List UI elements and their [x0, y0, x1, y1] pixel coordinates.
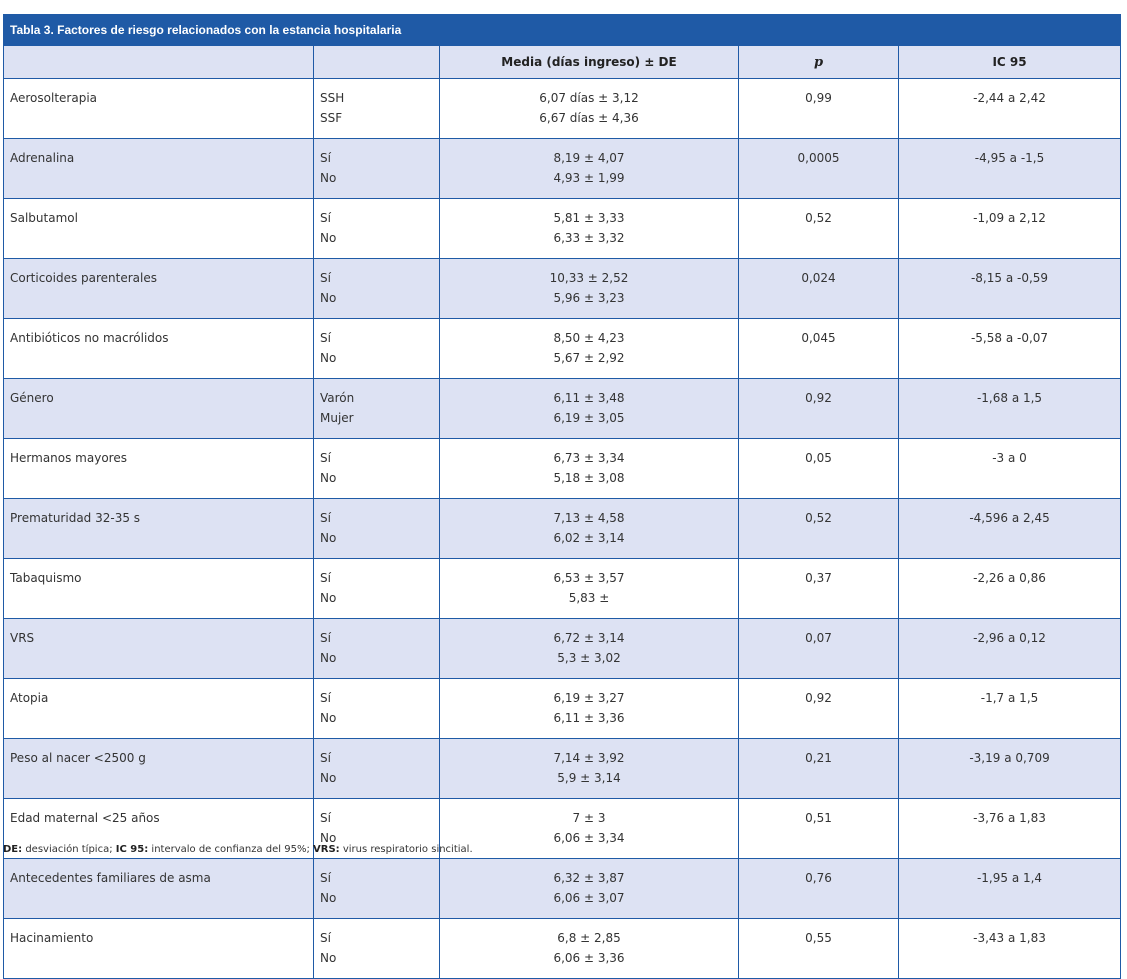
cell-ic95	[899, 319, 1121, 379]
p-value: 0,52	[805, 211, 832, 225]
header-p: p	[739, 46, 899, 79]
table-row	[4, 79, 1121, 139]
group-label-1: Sí	[320, 811, 331, 825]
cell-p	[739, 259, 899, 319]
cell-mean	[440, 319, 739, 379]
cell-group	[314, 139, 440, 199]
mean-value-1: 6,07 días ± 3,12	[539, 91, 639, 105]
mean-value-2: 5,67 ± 2,92	[553, 351, 625, 365]
cell-mean	[440, 619, 739, 679]
cell-ic95	[899, 259, 1121, 319]
ic95-value: -4,95 a -1,5	[974, 151, 1045, 165]
table-row	[4, 859, 1121, 919]
mean-value-1: 10,33 ± 2,52	[549, 271, 629, 285]
mean-value-1: 7 ± 3	[572, 811, 606, 825]
cell-mean	[440, 919, 739, 979]
factor-label: Aerosolterapia	[10, 91, 97, 105]
cell-mean	[440, 139, 739, 199]
cell-p	[739, 619, 899, 679]
cell-factor	[4, 319, 314, 379]
cell-p	[739, 319, 899, 379]
mean-value-2: 6,06 ± 3,07	[553, 891, 625, 905]
p-value: 0,55	[805, 931, 832, 945]
table-row	[4, 319, 1121, 379]
cell-factor	[4, 619, 314, 679]
cell-mean	[440, 679, 739, 739]
mean-value-2: 6,67 días ± 4,36	[539, 111, 639, 125]
group-label-1: Sí	[320, 211, 331, 225]
cell-group	[314, 559, 440, 619]
mean-value-1: 8,50 ± 4,23	[553, 331, 625, 345]
cell-mean	[440, 199, 739, 259]
factor-label: Edad maternal <25 años	[10, 811, 160, 825]
cell-ic95	[899, 859, 1121, 919]
mean-value-2: 5,18 ± 3,08	[553, 471, 625, 485]
footnote-vrs-text: virus respiratorio sincitial.	[339, 844, 473, 855]
p-value: 0,76	[805, 871, 832, 885]
group-label-2: No	[320, 891, 337, 905]
table-row	[4, 919, 1121, 979]
factor-label: Hermanos mayores	[10, 451, 127, 465]
mean-value-2: 5,83 ±	[568, 591, 610, 605]
ic95-value: -1,7 a 1,5	[980, 691, 1039, 705]
cell-group	[314, 259, 440, 319]
cell-ic95	[899, 679, 1121, 739]
table-row	[4, 259, 1121, 319]
p-value: 0,05	[805, 451, 832, 465]
ic95-value: -2,96 a 0,12	[973, 631, 1046, 645]
ic95-value: -1,68 a 1,5	[976, 391, 1043, 405]
footnote-vrs-abbr: VRS:	[313, 844, 340, 855]
cell-p	[739, 679, 899, 739]
group-label-2: No	[320, 231, 337, 245]
cell-factor	[4, 559, 314, 619]
cell-group	[314, 199, 440, 259]
table-row	[4, 499, 1121, 559]
mean-value-2: 6,06 ± 3,36	[553, 951, 625, 965]
group-label-1: Sí	[320, 691, 331, 705]
cell-ic95	[899, 619, 1121, 679]
cell-factor	[4, 679, 314, 739]
group-label-2: SSF	[320, 111, 343, 125]
p-value: 0,07	[805, 631, 832, 645]
cell-factor	[4, 139, 314, 199]
cell-group	[314, 919, 440, 979]
cell-p	[739, 559, 899, 619]
group-label-1: Sí	[320, 931, 331, 945]
cell-mean	[440, 499, 739, 559]
table-row	[4, 139, 1121, 199]
footnote-ic-abbr: IC 95:	[115, 844, 149, 855]
mean-value-2: 6,19 ± 3,05	[553, 411, 625, 425]
group-label-1: Sí	[320, 871, 331, 885]
risk-factors-table-container	[3, 14, 1120, 979]
cell-group	[314, 619, 440, 679]
ic95-value: -3,43 a 1,83	[973, 931, 1046, 945]
group-label-2: No	[320, 591, 337, 605]
mean-value-1: 6,32 ± 3,87	[553, 871, 625, 885]
cell-mean	[440, 439, 739, 499]
cell-p	[739, 439, 899, 499]
group-label-2: No	[320, 471, 337, 485]
cell-group	[314, 679, 440, 739]
table-row	[4, 619, 1121, 679]
ic95-value: -4,596 a 2,45	[969, 511, 1050, 525]
mean-value-2: 5,9 ± 3,14	[557, 771, 621, 785]
ic95-value: -2,44 a 2,42	[973, 91, 1046, 105]
cell-p	[739, 199, 899, 259]
factor-label: Género	[10, 391, 54, 405]
cell-factor	[4, 199, 314, 259]
cell-p	[739, 79, 899, 139]
cell-p	[739, 139, 899, 199]
p-value: 0,21	[805, 751, 832, 765]
cell-p	[739, 859, 899, 919]
table-footnote	[3, 844, 473, 855]
cell-ic95	[899, 139, 1121, 199]
p-value: 0,51	[805, 811, 832, 825]
cell-p	[739, 379, 899, 439]
cell-ic95	[899, 799, 1121, 859]
mean-value-1: 8,19 ± 4,07	[553, 151, 625, 165]
group-label-1: Sí	[320, 571, 331, 585]
group-label-2: No	[320, 351, 337, 365]
ic95-value: -3,76 a 1,83	[973, 811, 1046, 825]
mean-value-1: 6,72 ± 3,14	[553, 631, 625, 645]
cell-factor	[4, 499, 314, 559]
p-value: 0,0005	[797, 151, 840, 165]
cell-ic95	[899, 919, 1121, 979]
mean-value-2: 6,02 ± 3,14	[553, 531, 625, 545]
cell-mean	[440, 259, 739, 319]
table-title: Tabla 3. Factores de riesgo relacionados con la estancia hospitalaria	[4, 15, 1121, 46]
cell-factor	[4, 259, 314, 319]
mean-value-1: 7,14 ± 3,92	[553, 751, 625, 765]
header-factor	[4, 46, 314, 79]
footnote-de-abbr: DE:	[3, 844, 23, 855]
factor-label: Corticoides parenterales	[10, 271, 158, 285]
factor-label: Tabaquismo	[10, 571, 82, 585]
group-label-1: Varón	[320, 391, 355, 405]
ic95-value: -3,19 a 0,709	[969, 751, 1050, 765]
cell-ic95	[899, 79, 1121, 139]
cell-group	[314, 319, 440, 379]
group-label-2: No	[320, 171, 337, 185]
group-label-2: No	[320, 831, 337, 845]
group-label-1: Sí	[320, 271, 331, 285]
group-label-2: No	[320, 771, 337, 785]
mean-value-2: 6,33 ± 3,32	[553, 231, 625, 245]
group-label-2: Mujer	[320, 411, 354, 425]
mean-value-1: 6,11 ± 3,48	[553, 391, 625, 405]
cell-mean	[440, 799, 739, 859]
mean-value-2: 5,96 ± 3,23	[553, 291, 625, 305]
cell-group	[314, 739, 440, 799]
cell-factor	[4, 439, 314, 499]
cell-mean	[440, 559, 739, 619]
factor-label: VRS	[10, 631, 35, 645]
factor-label: Antibióticos no macrólidos	[10, 331, 169, 345]
cell-factor	[4, 379, 314, 439]
mean-value-2: 6,11 ± 3,36	[553, 711, 625, 725]
factor-label: Hacinamiento	[10, 931, 94, 945]
cell-group	[314, 79, 440, 139]
factor-label: Peso al nacer <2500 g	[10, 751, 146, 765]
risk-factors-table	[3, 14, 1121, 979]
cell-factor	[4, 739, 314, 799]
cell-mean	[440, 79, 739, 139]
mean-value-1: 6,53 ± 3,57	[553, 571, 625, 585]
cell-p	[739, 499, 899, 559]
p-value: 0,99	[805, 91, 832, 105]
cell-mean	[440, 859, 739, 919]
p-value: 0,37	[805, 571, 832, 585]
cell-p	[739, 919, 899, 979]
group-label-1: Sí	[320, 511, 331, 525]
cell-group	[314, 499, 440, 559]
p-value: 0,92	[805, 391, 832, 405]
group-label-2: No	[320, 291, 337, 305]
ic95-value: -8,15 a -0,59	[970, 271, 1049, 285]
header-ic95: IC 95	[899, 46, 1121, 79]
mean-value-1: 6,19 ± 3,27	[553, 691, 625, 705]
mean-value-2: 5,3 ± 3,02	[557, 651, 621, 665]
group-label-2: No	[320, 651, 337, 665]
table-row	[4, 439, 1121, 499]
cell-group	[314, 859, 440, 919]
group-label-2: No	[320, 951, 337, 965]
group-label-1: Sí	[320, 751, 331, 765]
cell-mean	[440, 739, 739, 799]
cell-factor	[4, 79, 314, 139]
factor-label: Prematuridad 32-35 s	[10, 511, 141, 525]
cell-p	[739, 799, 899, 859]
mean-value-1: 5,81 ± 3,33	[553, 211, 625, 225]
cell-factor	[4, 859, 314, 919]
header-mean: Media (días ingreso) ± DE	[440, 46, 739, 79]
group-label-2: No	[320, 531, 337, 545]
table-row	[4, 379, 1121, 439]
cell-ic95	[899, 439, 1121, 499]
table-row	[4, 199, 1121, 259]
cell-ic95	[899, 199, 1121, 259]
p-value: 0,52	[805, 511, 832, 525]
factor-label: Atopia	[10, 691, 49, 705]
ic95-value: -3 a 0	[992, 451, 1027, 465]
footnote-ic-text: intervalo de confianza del 95%;	[148, 844, 314, 855]
p-value: 0,92	[805, 691, 832, 705]
factor-label: Salbutamol	[10, 211, 78, 225]
ic95-value: -1,09 a 2,12	[973, 211, 1046, 225]
p-value: 0,024	[801, 271, 836, 285]
cell-ic95	[899, 739, 1121, 799]
group-label-1: Sí	[320, 331, 331, 345]
group-label-1: Sí	[320, 151, 331, 165]
cell-group	[314, 379, 440, 439]
footnote-de-text: desviación típica;	[22, 844, 116, 855]
header-group	[314, 46, 440, 79]
cell-ic95	[899, 559, 1121, 619]
group-label-1: Sí	[320, 631, 331, 645]
mean-value-1: 6,73 ± 3,34	[553, 451, 625, 465]
table-row	[4, 559, 1121, 619]
ic95-value: -5,58 a -0,07	[970, 331, 1049, 345]
mean-value-1: 7,13 ± 4,58	[553, 511, 625, 525]
table-row	[4, 739, 1121, 799]
ic95-value: -2,26 a 0,86	[973, 571, 1046, 585]
factor-label: Antecedentes familiares de asma	[10, 871, 211, 885]
mean-value-1: 6,8 ± 2,85	[557, 931, 621, 945]
group-label-1: SSH	[320, 91, 345, 105]
factor-label: Adrenalina	[10, 151, 75, 165]
cell-mean	[440, 379, 739, 439]
mean-value-2: 6,06 ± 3,34	[553, 831, 625, 845]
group-label-2: No	[320, 711, 337, 725]
ic95-value: -1,95 a 1,4	[976, 871, 1043, 885]
p-value: 0,045	[801, 331, 836, 345]
cell-ic95	[899, 499, 1121, 559]
group-label-1: Sí	[320, 451, 331, 465]
table-row	[4, 679, 1121, 739]
mean-value-2: 4,93 ± 1,99	[553, 171, 625, 185]
cell-group	[314, 439, 440, 499]
cell-ic95	[899, 379, 1121, 439]
cell-factor	[4, 919, 314, 979]
cell-p	[739, 739, 899, 799]
